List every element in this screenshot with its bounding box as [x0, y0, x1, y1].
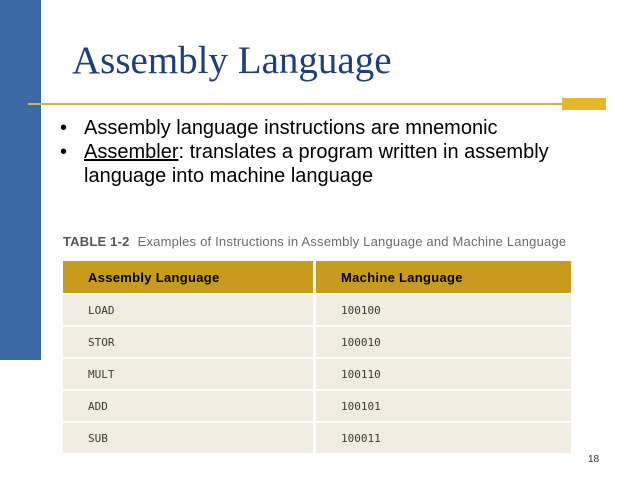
instruction-table: [63, 261, 571, 453]
bullet-item: [60, 116, 620, 140]
table-row: [63, 421, 571, 453]
table-caption-text: Examples of Instructions in Assembly Language and Machine Language: [137, 234, 567, 249]
table-row: [63, 357, 571, 389]
table-row: [63, 389, 571, 421]
machine-cell: 100011: [313, 421, 571, 453]
bullet-marker: •: [60, 141, 68, 163]
machine-cell: 100110: [313, 357, 571, 389]
assembly-cell: MULT: [63, 357, 313, 389]
assembly-cell: LOAD: [63, 293, 313, 325]
header-machine-language: Machine Language: [313, 261, 571, 293]
assembly-cell: STOR: [63, 325, 313, 357]
table-caption-label: TABLE 1-2: [63, 234, 130, 249]
table-row: [63, 293, 571, 325]
page-number: 18: [588, 454, 600, 465]
bullet-marker: •: [60, 117, 68, 139]
machine-cell: 100100: [313, 293, 571, 325]
table-row: [63, 325, 571, 357]
assembler-term: Assembler: [84, 141, 179, 163]
table-caption: [63, 234, 566, 249]
bullet-list: [60, 116, 620, 188]
slide-title: Assembly Language: [72, 39, 392, 82]
assembly-cell: ADD: [63, 389, 313, 421]
side-accent-bar: [0, 0, 41, 360]
bullet-text: Assembly language instructions are mnemonic: [84, 117, 498, 139]
title-divider-accent: [562, 98, 606, 110]
bullet-item: [60, 140, 620, 188]
table-header-row: [63, 261, 571, 293]
assembly-cell: SUB: [63, 421, 313, 453]
header-assembly-language: Assembly Language: [63, 261, 313, 293]
machine-cell: 100010: [313, 325, 571, 357]
machine-cell: 100101: [313, 389, 571, 421]
bullet-text: : translates a program written in assembly language into machine language: [84, 141, 549, 187]
title-divider: [28, 103, 606, 105]
